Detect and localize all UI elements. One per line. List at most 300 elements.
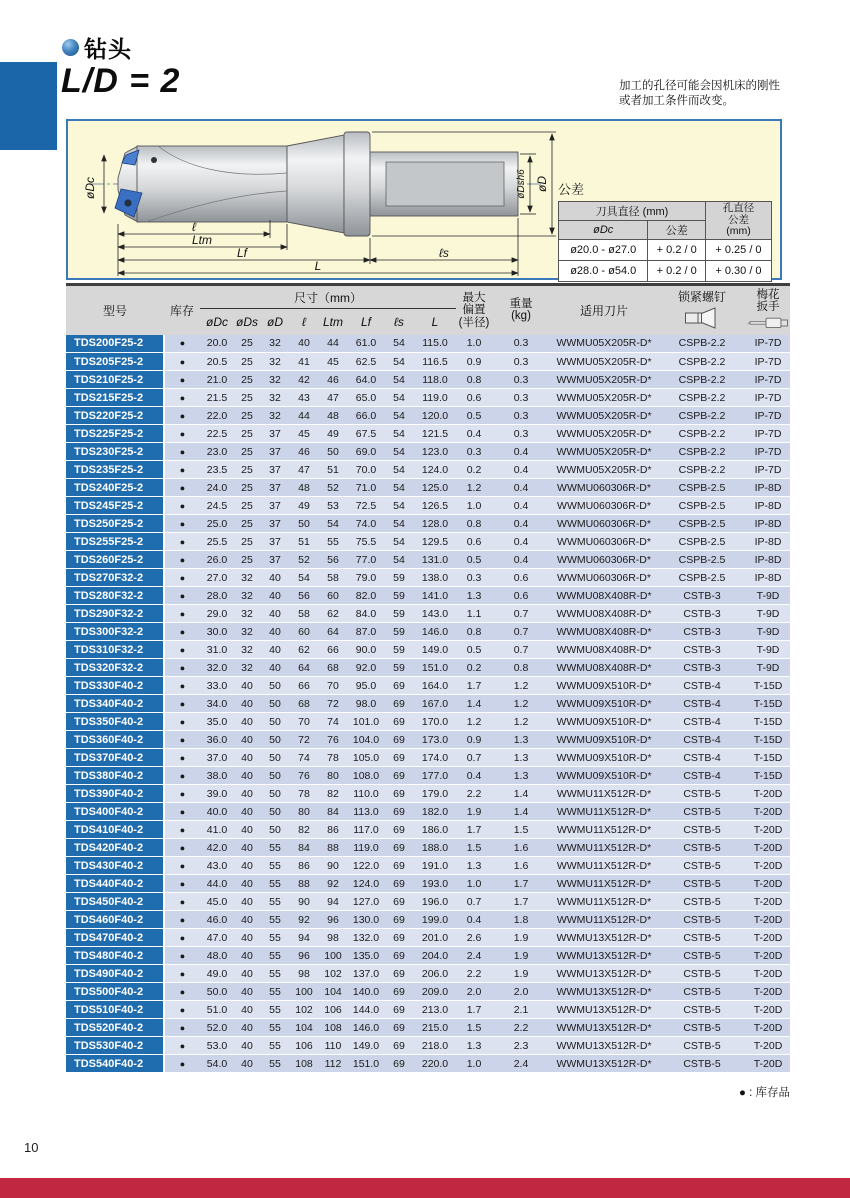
- offset-cell: 1.3: [456, 1037, 492, 1055]
- l-cell: 56: [290, 587, 318, 605]
- lf-cell: 67.5: [348, 425, 384, 443]
- l-cell: 62: [290, 641, 318, 659]
- model-cell: TDS520F40-2: [66, 1019, 164, 1037]
- col-header-screw: 锁紧螺钉: [658, 285, 746, 335]
- l-cell: 51: [290, 533, 318, 551]
- table-row: [66, 533, 790, 551]
- L-cell: 143.0: [414, 605, 456, 623]
- table-row: [66, 749, 790, 767]
- screw-cell: CSPB-2.2: [658, 425, 746, 443]
- ds-cell: 40: [234, 785, 260, 803]
- insert-cell: WWMU13X512R-D*: [550, 1037, 658, 1055]
- lf-cell: 108.0: [348, 767, 384, 785]
- lf-cell: 130.0: [348, 911, 384, 929]
- insert-cell: WWMU05X205R-D*: [550, 371, 658, 389]
- subcol-dc: øDc: [200, 309, 234, 335]
- d-cell: 37: [260, 551, 290, 569]
- L-cell: 116.5: [414, 353, 456, 371]
- product-table: [66, 283, 790, 1073]
- wrench-cell: T-9D: [746, 659, 790, 677]
- subcol-ltm: Ltm: [318, 309, 348, 335]
- lf-cell: 98.0: [348, 695, 384, 713]
- model-cell: TDS510F40-2: [66, 1001, 164, 1019]
- dc-cell: 49.0: [200, 965, 234, 983]
- ds-cell: 25: [234, 425, 260, 443]
- insert-cell: WWMU060306R-D*: [550, 533, 658, 551]
- d-cell: 55: [260, 1001, 290, 1019]
- model-cell: TDS240F25-2: [66, 479, 164, 497]
- offset-cell: 0.4: [456, 911, 492, 929]
- offset-cell: 1.0: [456, 1055, 492, 1073]
- stock-dot: ●: [164, 389, 200, 407]
- tol-subheader-tol: 公差: [648, 221, 706, 240]
- screw-cell: CSTB-4: [658, 731, 746, 749]
- dc-cell: 52.0: [200, 1019, 234, 1037]
- l-cell: 74: [290, 749, 318, 767]
- d-cell: 50: [260, 767, 290, 785]
- ls-cell: 69: [384, 965, 414, 983]
- ls-cell: 59: [384, 623, 414, 641]
- insert-cell: WWMU13X512R-D*: [550, 983, 658, 1001]
- l-cell: 76: [290, 767, 318, 785]
- screw-cell: CSPB-2.2: [658, 389, 746, 407]
- subcol-ds: øDs: [234, 309, 260, 335]
- ls-cell: 59: [384, 641, 414, 659]
- ls-cell: 54: [384, 353, 414, 371]
- model-cell: TDS225F25-2: [66, 425, 164, 443]
- dc-cell: 23.5: [200, 461, 234, 479]
- wrench-cell: T-20D: [746, 875, 790, 893]
- L-cell: 174.0: [414, 749, 456, 767]
- L-cell: 179.0: [414, 785, 456, 803]
- ds-cell: 40: [234, 1001, 260, 1019]
- screw-cell: CSPB-2.5: [658, 479, 746, 497]
- weight-cell: 1.9: [492, 929, 550, 947]
- table-row: [66, 677, 790, 695]
- model-cell: TDS530F40-2: [66, 1037, 164, 1055]
- L-cell: 138.0: [414, 569, 456, 587]
- lf-cell: 149.0: [348, 1037, 384, 1055]
- offset-cell: 1.5: [456, 1019, 492, 1037]
- d-cell: 50: [260, 749, 290, 767]
- dc-cell: 21.5: [200, 389, 234, 407]
- weight-cell: 2.2: [492, 1019, 550, 1037]
- weight-cell: 1.3: [492, 767, 550, 785]
- model-cell: TDS210F25-2: [66, 371, 164, 389]
- offset-cell: 0.5: [456, 551, 492, 569]
- ds-cell: 40: [234, 929, 260, 947]
- lf-cell: 140.0: [348, 983, 384, 1001]
- ls-cell: 54: [384, 515, 414, 533]
- lf-cell: 104.0: [348, 731, 384, 749]
- l-cell: 60: [290, 623, 318, 641]
- L-cell: 196.0: [414, 893, 456, 911]
- weight-cell: 0.4: [492, 479, 550, 497]
- weight-cell: 0.4: [492, 461, 550, 479]
- weight-cell: 0.3: [492, 407, 550, 425]
- stock-dot: ●: [164, 1019, 200, 1037]
- ltm-cell: 68: [318, 659, 348, 677]
- table-row: [66, 983, 790, 1001]
- table-row: [66, 461, 790, 479]
- insert-cell: WWMU05X205R-D*: [550, 443, 658, 461]
- col-header-model: 型号: [66, 285, 164, 335]
- ds-cell: 40: [234, 911, 260, 929]
- table-row: [66, 767, 790, 785]
- ltm-cell: 58: [318, 569, 348, 587]
- l-cell: 106: [290, 1037, 318, 1055]
- d-cell: 55: [260, 1019, 290, 1037]
- ltm-cell: 52: [318, 479, 348, 497]
- L-cell: 164.0: [414, 677, 456, 695]
- model-cell: TDS390F40-2: [66, 785, 164, 803]
- model-cell: TDS380F40-2: [66, 767, 164, 785]
- coolant-hole: [151, 157, 157, 163]
- l-cell: 50: [290, 515, 318, 533]
- weight-cell: 1.7: [492, 875, 550, 893]
- L-cell: 191.0: [414, 857, 456, 875]
- ds-cell: 40: [234, 893, 260, 911]
- insert-screw-hole: [124, 199, 131, 206]
- model-cell: TDS245F25-2: [66, 497, 164, 515]
- subcol-lf: Lf: [348, 309, 384, 335]
- screw-cell: CSTB-3: [658, 605, 746, 623]
- table-row: [66, 371, 790, 389]
- stock-dot: ●: [164, 767, 200, 785]
- lf-cell: 117.0: [348, 821, 384, 839]
- ds-cell: 25: [234, 371, 260, 389]
- tolerance-title: 公差: [558, 182, 585, 197]
- page-title: L/D = 2: [61, 62, 181, 100]
- ltm-cell: 56: [318, 551, 348, 569]
- ls-cell: 69: [384, 839, 414, 857]
- ds-cell: 32: [234, 569, 260, 587]
- l-cell: 82: [290, 821, 318, 839]
- d-cell: 55: [260, 839, 290, 857]
- drill-body: [118, 132, 518, 236]
- ds-cell: 40: [234, 965, 260, 983]
- lf-cell: 72.5: [348, 497, 384, 515]
- screw-cell: CSTB-5: [658, 875, 746, 893]
- tolerance-row: ø28.0 - ø54.0 + 0.2 / 0 + 0.30 / 0: [559, 261, 772, 282]
- wrench-cell: IP-7D: [746, 461, 790, 479]
- ltm-cell: 47: [318, 389, 348, 407]
- machining-note: [619, 79, 780, 109]
- stock-dot: ●: [164, 623, 200, 641]
- lf-cell: 87.0: [348, 623, 384, 641]
- screw-cell: CSTB-4: [658, 749, 746, 767]
- ls-cell: 69: [384, 857, 414, 875]
- dim-label-ltm: Ltm: [191, 233, 213, 247]
- ds-cell: 25: [234, 353, 260, 371]
- ls-cell: 69: [384, 1055, 414, 1073]
- weight-cell: 0.4: [492, 515, 550, 533]
- wrench-cell: T-20D: [746, 1037, 790, 1055]
- lf-cell: 92.0: [348, 659, 384, 677]
- model-cell: TDS460F40-2: [66, 911, 164, 929]
- model-cell: TDS370F40-2: [66, 749, 164, 767]
- weight-cell: 0.4: [492, 443, 550, 461]
- insert-cell: WWMU13X512R-D*: [550, 929, 658, 947]
- ds-cell: 32: [234, 587, 260, 605]
- ls-cell: 54: [384, 389, 414, 407]
- l-cell: 45: [290, 425, 318, 443]
- category-bullet-icon: [62, 39, 79, 56]
- offset-cell: 2.6: [456, 929, 492, 947]
- offset-cell: 1.5: [456, 839, 492, 857]
- ds-cell: 40: [234, 695, 260, 713]
- lf-cell: 74.0: [348, 515, 384, 533]
- offset-cell: 0.2: [456, 461, 492, 479]
- table-row: [66, 335, 790, 353]
- ds-cell: 40: [234, 947, 260, 965]
- screw-cell: CSTB-5: [658, 839, 746, 857]
- insert-cell: WWMU060306R-D*: [550, 515, 658, 533]
- insert-cell: WWMU13X512R-D*: [550, 1055, 658, 1073]
- wrench-cell: T-20D: [746, 965, 790, 983]
- table-row: [66, 839, 790, 857]
- table-row: [66, 425, 790, 443]
- insert-cell: WWMU09X510R-D*: [550, 695, 658, 713]
- wrench-cell: T-9D: [746, 641, 790, 659]
- model-cell: TDS420F40-2: [66, 839, 164, 857]
- ltm-cell: 112: [318, 1055, 348, 1073]
- model-cell: TDS290F32-2: [66, 605, 164, 623]
- wrench-cell: IP-7D: [746, 407, 790, 425]
- l-cell: 90: [290, 893, 318, 911]
- tolerance-table: [558, 201, 772, 282]
- ltm-cell: 60: [318, 587, 348, 605]
- dc-cell: 40.0: [200, 803, 234, 821]
- insert-cell: WWMU09X510R-D*: [550, 749, 658, 767]
- ltm-cell: 55: [318, 533, 348, 551]
- weight-cell: 0.6: [492, 569, 550, 587]
- d-cell: 55: [260, 947, 290, 965]
- stock-dot: ●: [164, 587, 200, 605]
- category-heading: [62, 31, 132, 64]
- offset-cell: 0.8: [456, 623, 492, 641]
- ds-cell: 32: [234, 623, 260, 641]
- l-cell: 68: [290, 695, 318, 713]
- wrench-cell: T-15D: [746, 767, 790, 785]
- lf-cell: 61.0: [348, 335, 384, 353]
- model-cell: TDS430F40-2: [66, 857, 164, 875]
- dc-cell: 33.0: [200, 677, 234, 695]
- insert-cell: WWMU11X512R-D*: [550, 821, 658, 839]
- ds-cell: 40: [234, 803, 260, 821]
- ls-cell: 54: [384, 443, 414, 461]
- offset-cell: 0.7: [456, 749, 492, 767]
- model-cell: TDS440F40-2: [66, 875, 164, 893]
- dc-cell: 25.0: [200, 515, 234, 533]
- insert-cell: WWMU13X512R-D*: [550, 947, 658, 965]
- ls-cell: 69: [384, 767, 414, 785]
- ltm-cell: 106: [318, 1001, 348, 1019]
- offset-cell: 0.6: [456, 533, 492, 551]
- l-cell: 48: [290, 479, 318, 497]
- wrench-cell: IP-7D: [746, 353, 790, 371]
- stock-dot: ●: [164, 893, 200, 911]
- L-cell: 121.5: [414, 425, 456, 443]
- screw-icon: [658, 306, 746, 333]
- weight-cell: 1.7: [492, 893, 550, 911]
- ds-cell: 32: [234, 659, 260, 677]
- table-row: [66, 1055, 790, 1073]
- L-cell: 218.0: [414, 1037, 456, 1055]
- dc-cell: 39.0: [200, 785, 234, 803]
- ltm-cell: 94: [318, 893, 348, 911]
- ds-cell: 40: [234, 857, 260, 875]
- L-cell: 123.0: [414, 443, 456, 461]
- d-cell: 37: [260, 461, 290, 479]
- ds-cell: 25: [234, 335, 260, 353]
- insert-cell: WWMU05X205R-D*: [550, 335, 658, 353]
- dc-cell: 43.0: [200, 857, 234, 875]
- dc-cell: 38.0: [200, 767, 234, 785]
- ltm-cell: 64: [318, 623, 348, 641]
- ltm-cell: 72: [318, 695, 348, 713]
- wrench-cell: T-20D: [746, 839, 790, 857]
- screw-cell: CSTB-5: [658, 1001, 746, 1019]
- stock-dot: ●: [164, 515, 200, 533]
- ls-cell: 69: [384, 1001, 414, 1019]
- table-row: [66, 1001, 790, 1019]
- weight-cell: 0.3: [492, 425, 550, 443]
- l-cell: 46: [290, 443, 318, 461]
- ltm-cell: 76: [318, 731, 348, 749]
- lf-cell: 95.0: [348, 677, 384, 695]
- L-cell: 204.0: [414, 947, 456, 965]
- l-cell: 58: [290, 605, 318, 623]
- stock-dot: ●: [164, 551, 200, 569]
- insert-cell: WWMU05X205R-D*: [550, 407, 658, 425]
- wrench-cell: T-20D: [746, 929, 790, 947]
- weight-cell: 1.8: [492, 911, 550, 929]
- ds-cell: 40: [234, 677, 260, 695]
- dimension-diagram-panel: [66, 119, 782, 280]
- ls-cell: 54: [384, 497, 414, 515]
- wrench-cell: T-9D: [746, 605, 790, 623]
- table-row: [66, 731, 790, 749]
- lf-cell: 105.0: [348, 749, 384, 767]
- wrench-cell: IP-8D: [746, 533, 790, 551]
- ls-cell: 54: [384, 461, 414, 479]
- stock-dot: ●: [164, 731, 200, 749]
- ds-cell: 25: [234, 515, 260, 533]
- ltm-cell: 80: [318, 767, 348, 785]
- model-cell: TDS490F40-2: [66, 965, 164, 983]
- screw-cell: CSPB-2.2: [658, 407, 746, 425]
- dc-cell: 34.0: [200, 695, 234, 713]
- weight-cell: 1.6: [492, 839, 550, 857]
- insert-cell: WWMU08X408R-D*: [550, 659, 658, 677]
- wrench-cell: T-20D: [746, 1001, 790, 1019]
- screw-cell: CSPB-2.2: [658, 461, 746, 479]
- wrench-cell: IP-8D: [746, 497, 790, 515]
- subcol-L: L: [414, 309, 456, 335]
- stock-dot: ●: [164, 425, 200, 443]
- dc-cell: 50.0: [200, 983, 234, 1001]
- table-row: [66, 569, 790, 587]
- model-cell: TDS255F25-2: [66, 533, 164, 551]
- screw-cell: CSTB-5: [658, 929, 746, 947]
- L-cell: 141.0: [414, 587, 456, 605]
- d-cell: 37: [260, 515, 290, 533]
- weight-cell: 0.7: [492, 605, 550, 623]
- l-cell: 78: [290, 785, 318, 803]
- stock-dot: ●: [164, 371, 200, 389]
- wrench-cell: T-15D: [746, 677, 790, 695]
- screw-cell: CSTB-3: [658, 641, 746, 659]
- insert-cell: WWMU05X205R-D*: [550, 389, 658, 407]
- table-row: [66, 515, 790, 533]
- screw-cell: CSTB-5: [658, 893, 746, 911]
- ds-cell: 40: [234, 767, 260, 785]
- offset-cell: 0.2: [456, 659, 492, 677]
- lf-cell: 70.0: [348, 461, 384, 479]
- ds-cell: 40: [234, 1055, 260, 1073]
- offset-cell: 0.4: [456, 425, 492, 443]
- l-cell: 42: [290, 371, 318, 389]
- ltm-cell: 86: [318, 821, 348, 839]
- model-cell: TDS230F25-2: [66, 443, 164, 461]
- insert-cell: WWMU060306R-D*: [550, 479, 658, 497]
- dim-label-lf: Lf: [236, 246, 248, 260]
- offset-cell: 0.7: [456, 893, 492, 911]
- dc-cell: 37.0: [200, 749, 234, 767]
- d-cell: 50: [260, 803, 290, 821]
- dc-cell: 31.0: [200, 641, 234, 659]
- l-cell: 104: [290, 1019, 318, 1037]
- weight-cell: 0.3: [492, 371, 550, 389]
- dc-cell: 23.0: [200, 443, 234, 461]
- table-row: [66, 389, 790, 407]
- l-cell: 94: [290, 929, 318, 947]
- weight-cell: 1.3: [492, 749, 550, 767]
- wrench-cell: IP-8D: [746, 569, 790, 587]
- model-cell: TDS205F25-2: [66, 353, 164, 371]
- screw-cell: CSPB-2.2: [658, 443, 746, 461]
- ds-cell: 40: [234, 839, 260, 857]
- screw-cell: CSTB-5: [658, 983, 746, 1001]
- d-cell: 37: [260, 497, 290, 515]
- L-cell: 213.0: [414, 1001, 456, 1019]
- insert-cell: WWMU11X512R-D*: [550, 803, 658, 821]
- table-row: [66, 713, 790, 731]
- model-cell: TDS220F25-2: [66, 407, 164, 425]
- weight-cell: 1.6: [492, 857, 550, 875]
- offset-cell: 1.7: [456, 677, 492, 695]
- tol-header-hole: 孔直径 公差 (mm): [705, 202, 771, 240]
- ls-cell: 69: [384, 731, 414, 749]
- wrench-cell: T-15D: [746, 731, 790, 749]
- ds-cell: 40: [234, 1019, 260, 1037]
- lf-cell: 146.0: [348, 1019, 384, 1037]
- wrench-cell: IP-8D: [746, 479, 790, 497]
- insert-cell: WWMU11X512R-D*: [550, 893, 658, 911]
- stock-legend: ● : 库存品: [738, 1087, 790, 1099]
- dc-cell: 45.0: [200, 893, 234, 911]
- tol-header-tool-dia: 刀具直径 (mm): [559, 202, 706, 221]
- weight-cell: 1.3: [492, 731, 550, 749]
- insert-cell: WWMU05X205R-D*: [550, 353, 658, 371]
- wrench-cell: IP-8D: [746, 515, 790, 533]
- insert-cell: WWMU09X510R-D*: [550, 731, 658, 749]
- table-row: [66, 623, 790, 641]
- l-cell: 41: [290, 353, 318, 371]
- dc-cell: 35.0: [200, 713, 234, 731]
- wrench-cell: T-20D: [746, 785, 790, 803]
